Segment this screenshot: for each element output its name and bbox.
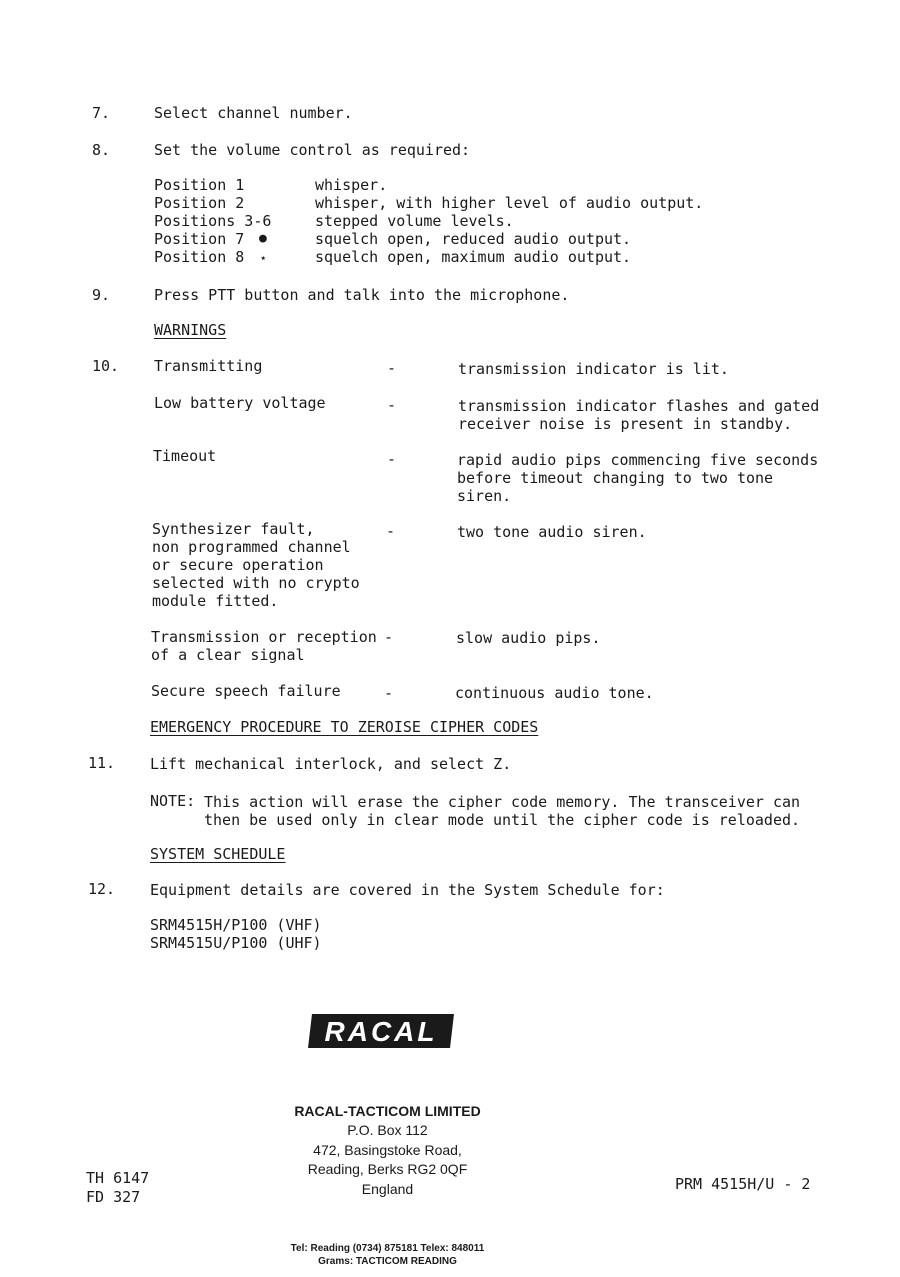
volume-position-description: stepped volume levels. xyxy=(315,212,514,230)
note-label: NOTE: xyxy=(150,792,196,810)
item-text-11: Lift mechanical interlock, and select Z. xyxy=(150,755,512,773)
model-number: SRM4515H/P100 (VHF) xyxy=(150,916,322,934)
item-text-8: Set the volume control as required: xyxy=(154,141,471,159)
volume-position-label: Position 7 xyxy=(154,230,245,248)
system-schedule-heading: SYSTEM SCHEDULE xyxy=(150,845,286,863)
volume-position-label: Positions 3-6 xyxy=(154,212,272,230)
model-number: SRM4515U/P100 (UHF) xyxy=(150,934,322,952)
warning-condition: Low battery voltage xyxy=(154,394,326,412)
star-symbol-icon: ⋆ xyxy=(259,251,268,267)
warning-dash: - xyxy=(384,684,394,702)
grams-line: Grams: TACTICOM READING xyxy=(318,1256,457,1267)
warning-indication: transmission indicator is lit. xyxy=(458,360,729,378)
address-line: Reading, Berks RG2 0QF xyxy=(307,1161,468,1177)
emergency-procedure-heading: EMERGENCY PROCEDURE TO ZEROISE CIPHER CODES xyxy=(150,718,539,736)
warnings-heading: WARNINGS xyxy=(154,321,227,339)
item-number-9: 9. xyxy=(92,286,111,304)
page-reference: PRM 4515H/U - 2 xyxy=(675,1175,811,1193)
warning-condition: Synthesizer fault, xyxy=(152,520,315,538)
item-number-12: 12. xyxy=(88,880,116,898)
warning-condition: module fitted. xyxy=(152,592,279,610)
item-number-10: 10. xyxy=(92,357,120,375)
racal-logo xyxy=(308,1014,454,1048)
address-line: 472, Basingstoke Road, xyxy=(313,1142,462,1158)
volume-position-label: Position 8 xyxy=(154,248,245,266)
warning-dash: - xyxy=(386,522,396,540)
dot-symbol-icon: ● xyxy=(259,231,267,246)
company-name: RACAL-TACTICOM LIMITED xyxy=(294,1103,481,1119)
warning-condition: Timeout xyxy=(153,447,217,465)
warning-condition: Secure speech failure xyxy=(151,682,341,700)
item-number-8: 8. xyxy=(92,141,111,159)
warning-dash: - xyxy=(387,359,397,377)
warning-indication: slow audio pips. xyxy=(456,629,601,647)
volume-position-label: Position 1 xyxy=(154,176,245,194)
warning-condition: or secure operation xyxy=(152,556,324,574)
address-line: England xyxy=(361,1181,414,1197)
warning-condition: Transmission or reception xyxy=(151,628,377,646)
item-number-7: 7. xyxy=(92,104,111,122)
warning-condition: Transmitting xyxy=(154,357,263,375)
warning-indication: two tone audio siren. xyxy=(457,523,647,541)
warning-dash: - xyxy=(384,628,394,646)
logo-text: RACAL xyxy=(324,1016,438,1047)
item-text-7: Select channel number. xyxy=(154,104,353,122)
warning-indication: rapid audio pips commencing five seconds xyxy=(457,451,819,469)
warning-indication: continuous audio tone. xyxy=(455,684,654,702)
warning-condition: non programmed channel xyxy=(152,538,351,556)
warning-indication: siren. xyxy=(457,487,512,505)
item-number-11: 11. xyxy=(88,754,116,772)
item-text-12: Equipment details are covered in the System Schedule for: xyxy=(150,881,665,899)
volume-position-label: Position 2 xyxy=(154,194,245,212)
address-line: P.O. Box 112 xyxy=(347,1122,428,1138)
warning-indication: receiver noise is present in standby. xyxy=(458,415,793,433)
warning-condition: selected with no crypto xyxy=(152,574,360,592)
volume-position-description: squelch open, reduced audio output. xyxy=(315,230,632,248)
item-text-9: Press PTT button and talk into the microphone. xyxy=(154,286,570,304)
volume-position-description: whisper. xyxy=(315,176,388,194)
warning-condition: of a clear signal xyxy=(151,646,305,664)
warning-dash: - xyxy=(387,396,397,414)
document-code: FD 327 xyxy=(86,1188,141,1206)
warning-indication: transmission indicator flashes and gated xyxy=(458,397,820,415)
telephone-telex-line: Tel: Reading (0734) 875181 Telex: 848011 xyxy=(290,1243,485,1254)
volume-position-description: whisper, with higher level of audio output. xyxy=(315,194,704,212)
warning-dash: - xyxy=(387,450,397,468)
document-code: TH 6147 xyxy=(86,1169,150,1187)
note-text-line-2: then be used only in clear mode until the cipher code is reloaded. xyxy=(204,811,801,829)
note-text-line-1: This action will erase the cipher code memory. The transceiver can xyxy=(204,793,801,811)
warning-indication: before timeout changing to two tone xyxy=(457,469,774,487)
volume-position-description: squelch open, maximum audio output. xyxy=(315,248,632,266)
